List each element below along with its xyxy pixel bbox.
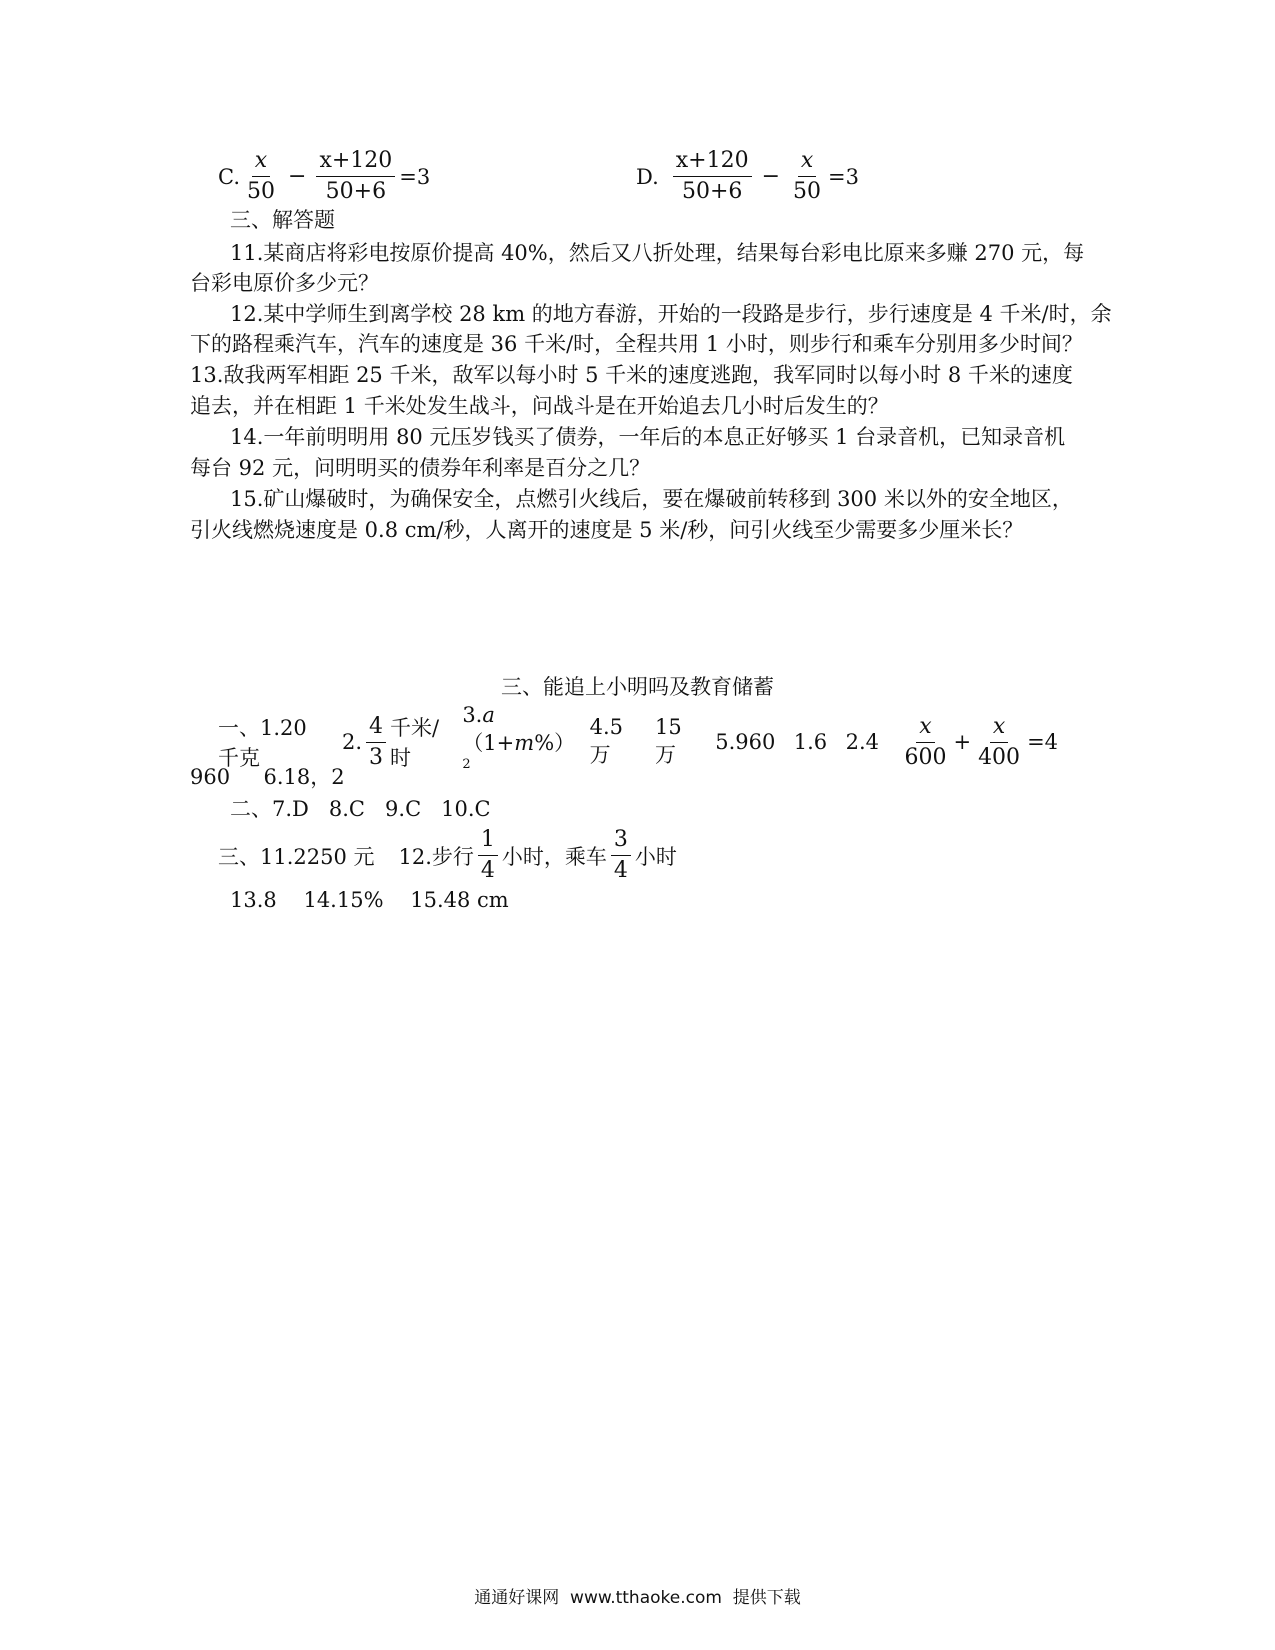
answer-12-fraction-2: [611, 825, 631, 886]
answer-3-exponent: 2: [462, 757, 471, 772]
option-c-fraction-1: [244, 146, 278, 207]
answer-eq-denominator-2: 400: [978, 744, 1021, 770]
problem-15-line-2: 引火线燃烧速度是 0.8 cm/秒，人离开的速度是 5 米/秒，问引火线至少需要多少厘米长？: [190, 518, 1024, 542]
page-footer: 通通好课网 www.tthaoke.com 提供下载: [474, 1588, 801, 1608]
answers-last-line: 13.8 14.15% 15.48 cm: [230, 888, 509, 912]
answer-12-label: 12.步行: [398, 844, 474, 869]
problem-15-line-1: 15.矿山爆破时，为确保安全，点燃引火线后，要在爆破前转移到 300 米以外的安全地区，: [230, 487, 1073, 511]
answer-12-end: 小时: [634, 844, 677, 869]
option-c-f1-denominator: 50: [247, 179, 275, 204]
answer-1: 一、1.20 千克: [218, 716, 307, 770]
option-d-fraction-1: [673, 146, 752, 207]
answer-5a: 5.960: [715, 730, 776, 754]
answer-3-close: %）: [534, 731, 576, 755]
answer-2-denominator: 3: [369, 744, 384, 770]
problem-14-line-1: 14.一年前明明用 80 元压岁钱买了债券，一年后的本息正好够买 1 台录音机，已知录音机: [230, 425, 1066, 449]
option-d-f1-denominator: 50+6: [681, 179, 743, 204]
answer-eq-numerator-1: x: [916, 712, 934, 743]
answer-2-numerator: 4: [366, 712, 386, 743]
answer-eq-numerator-2: x: [990, 712, 1008, 743]
option-c-minus: −: [288, 164, 307, 189]
answer-12-denominator-2: 4: [613, 858, 628, 883]
problem-12-line-2: 下的路程乘汽车，汽车的速度是 36 千米/时，全程共用 1 小时，则步行和乘车分别用多少时间？: [190, 332, 1083, 356]
option-d-f2-numerator: x: [798, 146, 816, 177]
answers-part-2: 二、7.D 8.C 9.C 10.C: [230, 797, 491, 821]
answers-part-3: [218, 825, 677, 886]
problem-13-line-2: 追去，并在相距 1 千米处发生战斗，问战斗是在开始追去几小时后发生的？: [190, 394, 889, 418]
answer-5c: 2.4: [845, 730, 880, 754]
answer-5b: 1.6: [793, 730, 828, 754]
answer-4a: 4.5 万: [589, 715, 624, 767]
option-c: [218, 146, 430, 207]
answer-eq-plus: +: [953, 730, 972, 754]
answer-4b: 15 万: [654, 715, 682, 767]
answer-12-fraction-1: [478, 825, 498, 886]
problem-12-line-1: 12.某中学师生到离学校 28 km 的地方春游，开始的一段路是步行，步行速度是 4 千米/时，余: [230, 302, 1112, 326]
answer-3-a: a: [482, 703, 495, 727]
option-c-f2-denominator: 50+6: [325, 179, 387, 204]
option-c-label: C.: [218, 164, 240, 189]
option-d: [636, 146, 859, 207]
answer-12-numerator-2: 3: [611, 825, 631, 856]
answer-3-open: （1+: [462, 731, 515, 755]
option-d-minus: −: [761, 164, 781, 189]
answers-title: 三、能追上小明吗及教育储蓄: [501, 675, 774, 699]
option-d-f1-numerator: x+120: [673, 146, 752, 177]
answers-line-2: 960 6.18，2: [190, 765, 345, 789]
answer-3-label: 3.: [462, 703, 483, 727]
option-c-f2-numerator: x+120: [316, 146, 395, 177]
option-d-fraction-2: [790, 146, 824, 207]
option-c-rhs: =3: [399, 164, 431, 189]
answer-2-unit: 千米/时: [390, 716, 440, 770]
problem-14-line-2: 每台 92 元，问明明买的债券年利率是百分之几？: [190, 456, 651, 480]
problem-13-line-1: 13.敌我两军相距 25 千米，敌军以每小时 5 千米的速度逃跑，我军同时以每小时 8 千米的速度: [190, 363, 1073, 387]
option-c-fraction-2: [316, 146, 395, 207]
answer-12-numerator-1: 1: [478, 825, 498, 856]
option-d-rhs: =3: [828, 164, 860, 189]
answer-11: 三、11.2250 元: [218, 844, 375, 869]
option-d-f2-denominator: 50: [793, 179, 822, 204]
answer-eq-rhs: =4: [1027, 730, 1059, 754]
answer-2-label: 2.: [342, 730, 363, 754]
answer-12-denominator-1: 4: [480, 858, 495, 883]
option-d-label: D.: [636, 164, 659, 189]
option-c-f1-numerator: x: [252, 146, 270, 177]
answer-3-m: m: [514, 731, 535, 755]
problem-11-line-2: 台彩电原价多少元？: [190, 271, 379, 295]
answer-eq-denominator-1: 600: [904, 744, 947, 770]
section-heading: 三、解答题: [230, 208, 335, 232]
answer-12-middle: 小时，乘车: [501, 844, 607, 869]
problem-11-line-1: 11.某商店将彩电按原价提高 40%，然后又八折处理，结果每台彩电比原来多赚 270 元，每: [230, 241, 1085, 265]
